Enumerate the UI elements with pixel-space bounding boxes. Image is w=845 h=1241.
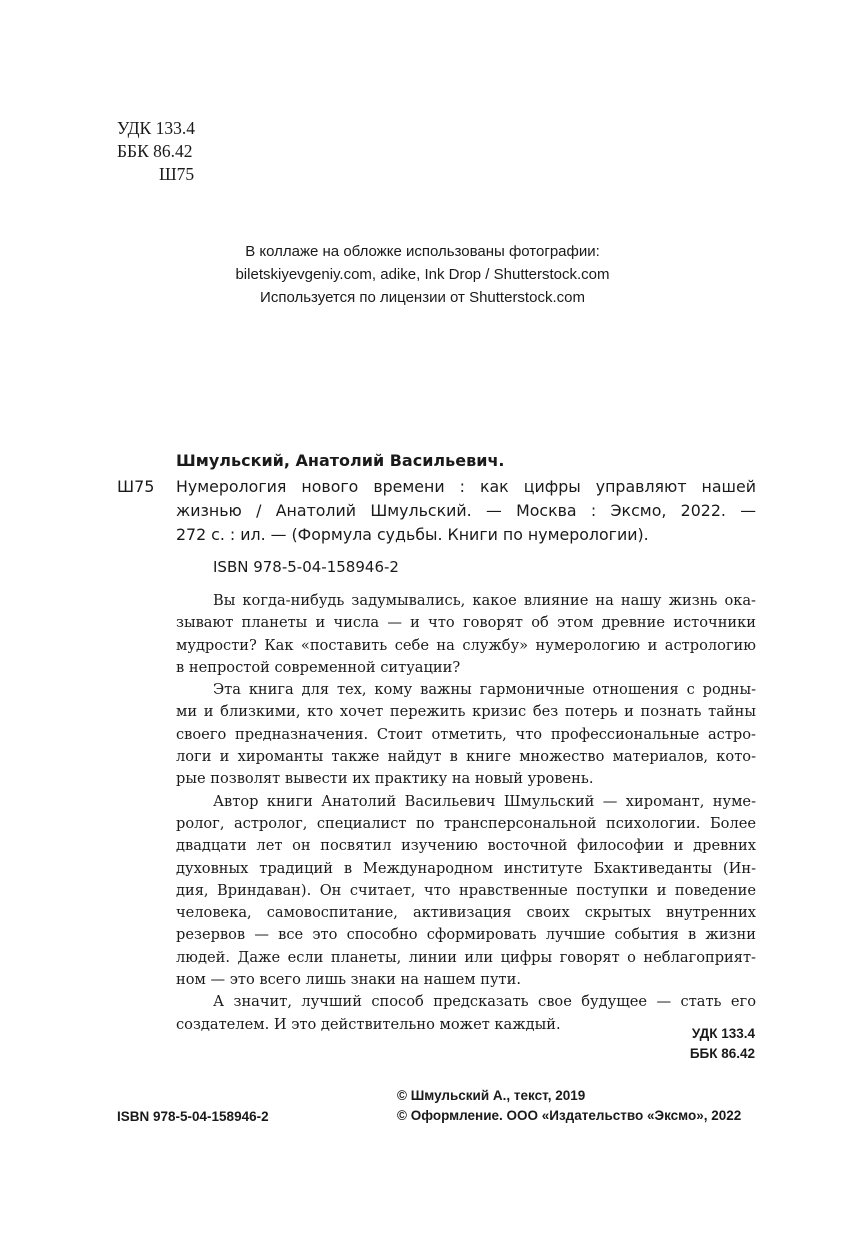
credits-line: biletskiyevgeniy.com, adike, Ink Drop / Shutterstock.com — [235, 266, 610, 283]
annotation-line: духовных традиций в Международном институте Бхактиведанты (Ин- — [176, 859, 756, 877]
bibliography-isbn: ISBN 978-5-04-158946-2 — [213, 558, 399, 576]
photo-credits — [0, 240, 845, 309]
annotation-line: логи и хироманты также найдут в книге множество материалов, кото- — [176, 748, 756, 766]
annotation-line: Автор книги Анатолий Васильевич Шмульский — хиромант, нуме- — [213, 792, 756, 810]
annotation — [176, 590, 756, 1036]
bibliography-author: Шмульский, Анатолий Васильевич. — [176, 451, 505, 470]
annotation-line: людей. Даже если планеты, линии или цифры говорят о неблагоприят- — [176, 948, 756, 966]
bibliography-line: Нумерология нового времени : как цифры управляют нашей — [176, 477, 756, 496]
annotation-line: своего предназначения. Стоит отметить, что профессиональные астро- — [176, 725, 756, 743]
annotation-line: человека, самовоспитание, активизация своих скрытых внутренних — [176, 904, 756, 922]
bibliography-line: 272 с. : ил. — (Формула судьбы. Книги по нумерологии). — [176, 525, 649, 544]
top-udk: УДК 133.4 — [117, 118, 195, 138]
credits-line: В коллаже на обложке использованы фотографии: — [245, 243, 600, 260]
annotation-line: Вы когда-нибудь задумывались, какое влияние на нашу жизнь ока- — [213, 592, 756, 609]
bibliography-line: жизнью / Анатолий Шмульский. — Москва : Эксмо, 2022. — — [176, 501, 756, 520]
footer-isbn: ISBN 978-5-04-158946-2 — [117, 1109, 269, 1124]
top-author-code: Ш75 — [159, 164, 195, 184]
annotation-line: А значит, лучший способ предсказать свое будущее — стать его — [213, 993, 756, 1011]
copyright-design: © Оформление. ООО «Издательство «Эксмо», 2022 — [397, 1108, 742, 1123]
bibliography-record — [176, 475, 756, 547]
footer-index — [690, 1024, 755, 1064]
annotation-line: ролог, астролог, специалист по трансперсональной психологии. Более — [176, 814, 756, 832]
copyright-block — [397, 1086, 741, 1126]
annotation-line: дия, Вриндаван). Он считает, что нравственные поступки и поведение — [176, 881, 756, 899]
footer-udk: УДК 133.4 — [691, 1026, 755, 1041]
annotation-line: ми и близкими, кто хочет пережить кризис без потерь и познать тайны — [176, 703, 756, 721]
footer-bbk: ББК 86.42 — [689, 1046, 755, 1061]
bibliography-code: Ш75 — [117, 477, 155, 496]
top-bbk: ББК 86.42 — [117, 141, 193, 161]
annotation-line: двадцати лет он посвятил изучению восточной философии и древних — [176, 837, 756, 855]
annotation-line: зывают планеты и числа — и что говорят об этом древние источники — [176, 614, 756, 632]
annotation-line: мудрости? Как «поставить себе на службу» нумерологию и астрологию — [176, 636, 756, 654]
annotation-line: в непростой современной ситуации? — [176, 658, 461, 676]
annotation-line: рые позволят вывести их практику на новый уровень. — [176, 770, 594, 788]
annotation-line: создателем. И это действительно может каждый. — [176, 1015, 561, 1033]
annotation-line: резервов — все это способно сформировать лучшие события в жизни — [176, 926, 756, 944]
annotation-line: Эта книга для тех, кому важны гармоничные отношения с родны- — [213, 681, 756, 699]
annotation-line: ном — это всего лишь знаки на нашем пути. — [176, 971, 521, 989]
copyright-text: © Шмульский А., текст, 2019 — [397, 1088, 586, 1103]
credits-line: Используется по лицензии от Shutterstock.com — [260, 289, 585, 306]
